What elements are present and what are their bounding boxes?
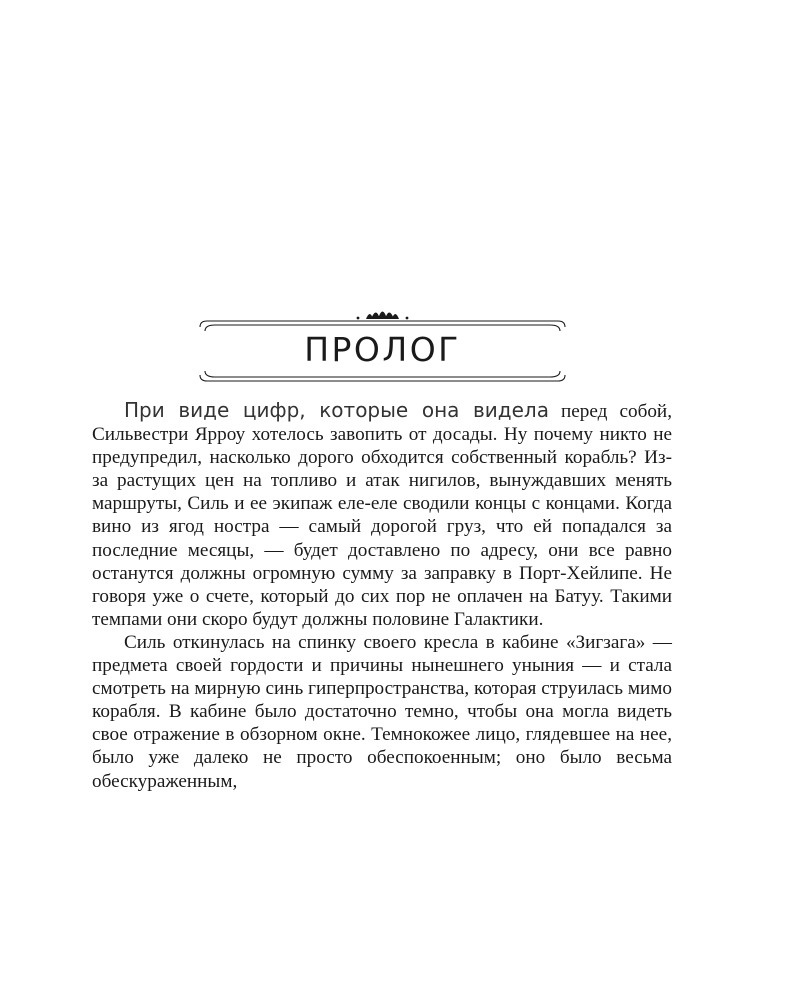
paragraph-2 [92,631,672,793]
chapter-title: ПРОЛОГ [304,330,461,369]
paragraph-1 [92,399,672,631]
paragraph-2-text: Силь откинулась на спинку своего кресла в кабине «Зигзага» — предмета своей гордости и причины нынешнего уныния — и стала смотреть на мирную синь гиперпространства, которая струилась мимо корабля. В кабине было достаточно темно, чтобы она могла видеть свое отражение в обзорном окне. Темнокожее лицо, глядевшее на нее, было уже далеко не просто обеспокоенным; оно было весьма обескураженным, [92,631,672,792]
lead-in-phrase: При виде цифр, которые она видела [124,398,549,422]
fan-flourish-icon [357,312,409,320]
paragraph-1-text: перед собой, Сильвестри Ярроу хотелось завопить от досады. Ну почему никто не предупредил, насколько дорого обходится собственный корабль? Из-за растущих цен на топливо и атак нигилов, вынуждавших менять маршруты, Силь и ее экипаж еле-еле сводили концы с концами. Когда вино из ягод ностра — самый дорогой груз, что ей попадался за последние месяцы, — будет доставлено по адресу, они все равно останутся должны огромную сумму за заправку в Порт-Хейлипе. Не говоря уже о счете, который до сих пор не оплачен на Батуу. Такими темпами они скоро будут должны половине Галактики. [92,401,672,630]
body-text [92,399,672,793]
bottom-rule [200,371,565,381]
